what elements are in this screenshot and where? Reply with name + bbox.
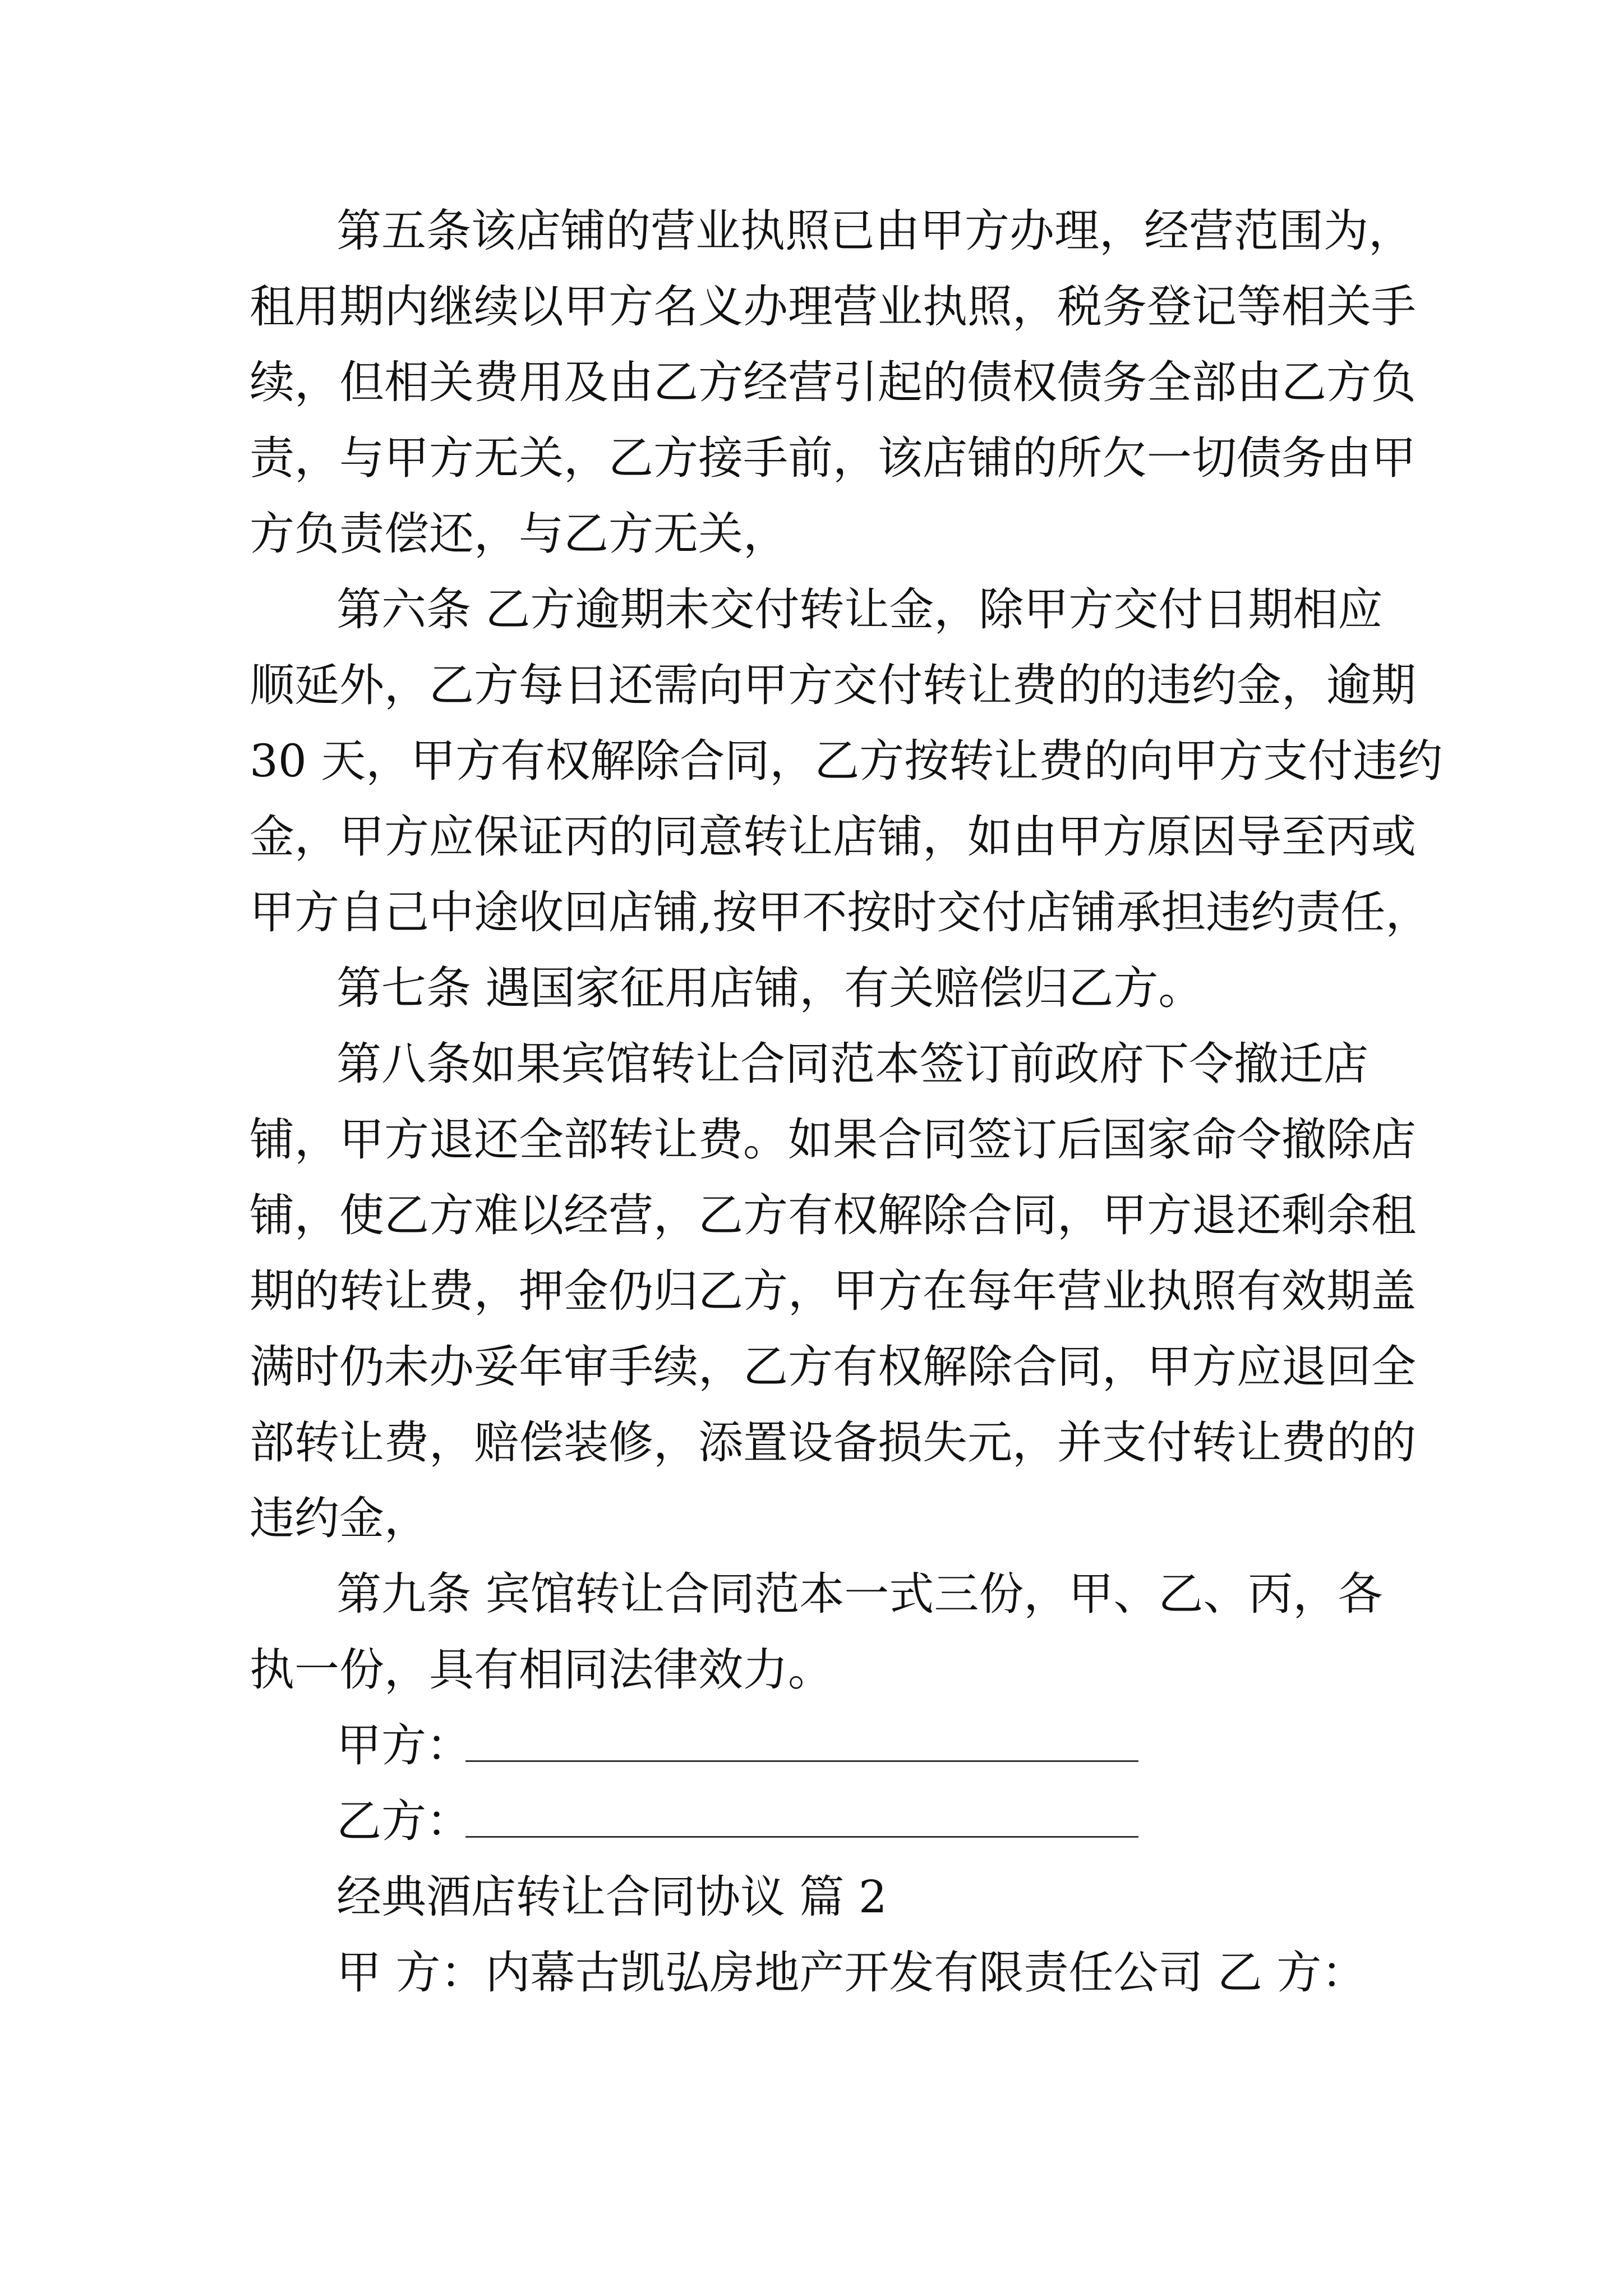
article-5-line-1: 第五条该店铺的营业执照已由甲方办理，经营范围为， [336,205,1413,257]
party-b-label: 乙方： [336,1795,471,1847]
article-7-line-1: 第七条 遇国家征用店铺，有关赔偿归乙方。 [336,962,1204,1014]
article-6-line-1: 第六条 乙方逾期未交付转让金，除甲方交付日期相应 [336,583,1383,636]
article-9-line-1: 第九条 宾馆转让合同范本一式三份，甲、乙、丙，各 [336,1568,1383,1620]
party-b-signature-line[interactable] [465,1836,1138,1838]
article-9-line-2: 执一份，具有相同法律效力。 [250,1644,833,1696]
party-a-label: 甲方： [336,1719,471,1772]
article-8-line-2: 铺，甲方退还全部转让费。如果合同签订后国家命令撤除店 [250,1114,1416,1166]
article-6-line-5: 甲方自己中途收回店铺,按甲不按时交付店铺承担违约责任， [250,886,1431,938]
article-8-line-3: 铺，使乙方难以经营，乙方有权解除合同，甲方退还剩余租 [250,1189,1416,1241]
article-5-line-3: 续，但相关费用及由乙方经营引起的债权债务全部由乙方负 [250,356,1416,408]
article-5-line-4: 责，与甲方无关，乙方接手前，该店铺的所欠一切债务由甲 [250,432,1416,484]
article-6-line-2: 顺延外，乙方每日还需向甲方交付转让费的的违约金，逾期 [250,659,1416,711]
article-5-line-5: 方负责偿还，与乙方无关， [250,508,788,560]
article-8-line-4: 期的转让费，押金仍归乙方，甲方在每年营业执照有效期盖 [250,1265,1416,1317]
article-8-line-7: 违约金， [250,1492,429,1544]
section-2-title: 经典酒店转让合同协议 篇 2 [336,1871,887,1923]
article-6-line-4: 金，甲方应保证丙的同意转让店铺，如由甲方原因导至丙或 [250,811,1416,863]
article-6-line-3: 30 天，甲方有权解除合同，乙方按转让费的向甲方支付违约 [250,735,1443,787]
article-8-line-1: 第八条如果宾馆转让合同范本签订前政府下令撤迁店 [336,1038,1368,1090]
article-8-line-6: 部转让费，赔偿装修，添置设备损失元，并支付转让费的的 [250,1416,1416,1469]
party-a-signature-line[interactable] [465,1760,1138,1762]
article-8-line-5: 满时仍未办妥年审手续，乙方有权解除合同，甲方应退回全 [250,1341,1416,1393]
article-5-line-2: 租用期内继续以甲方名义办理营业执照，税务登记等相关手 [250,280,1416,333]
section-2-parties: 甲 方：内幕古凯弘房地产开发有限责任公司 乙 方： [336,1947,1367,1999]
